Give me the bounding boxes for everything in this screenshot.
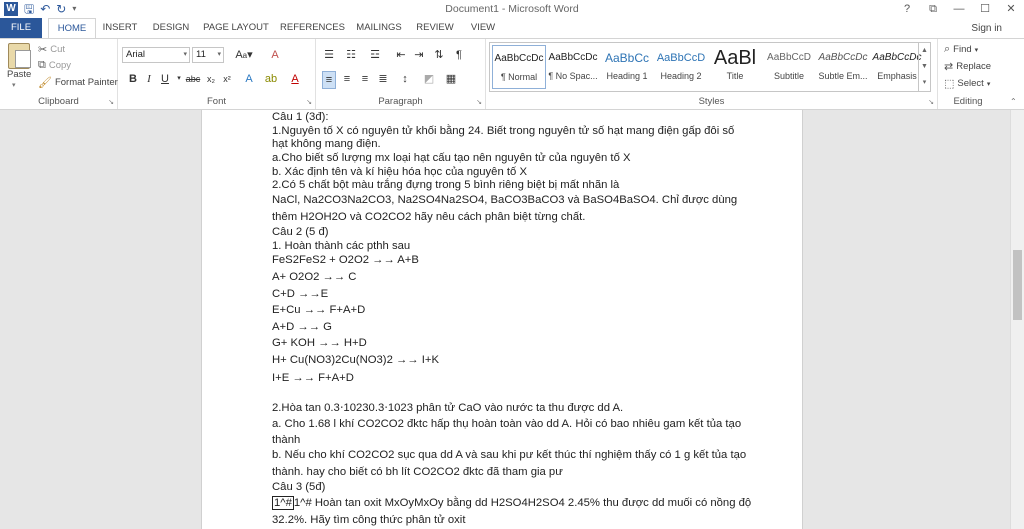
style-preview: AaBl	[713, 47, 757, 69]
paragraph-launcher-icon[interactable]: ↘	[476, 99, 482, 106]
style-preview: AaBbCcDc	[548, 52, 598, 63]
style-name: Emphasis	[877, 71, 917, 81]
doc-line: A+D →→ G	[272, 321, 332, 333]
justify-icon[interactable]: ≣	[378, 73, 388, 85]
highlight-icon[interactable]: ab	[264, 73, 278, 85]
doc-line: C+D →→E	[272, 288, 329, 300]
doc-line: FeS2FeS2 + O2O2 →→ A+B	[272, 254, 419, 266]
align-right-icon[interactable]: ≡	[361, 73, 369, 85]
word-icon[interactable]: W	[4, 2, 18, 16]
undo-icon[interactable]: ↶	[40, 2, 51, 16]
clipboard-launcher-icon[interactable]: ↘	[108, 99, 114, 106]
help-button[interactable]: ?	[903, 3, 911, 15]
sort-icon[interactable]: ⇅	[434, 49, 444, 61]
find-icon: ⌕	[944, 43, 951, 55]
ribbon-display-button[interactable]: ⧉	[929, 3, 937, 15]
text-effects-icon[interactable]: A	[245, 73, 253, 85]
style-name: Heading 2	[660, 71, 702, 81]
doc-line: 2.Hòa tan 0.3⋅10230.3⋅1023 phân tử CaO vào nước ta thu được dd A.	[272, 402, 624, 414]
numbering-icon[interactable]: ☷	[346, 49, 356, 61]
tab-mailings[interactable]: MAILINGS	[356, 22, 402, 33]
bullets-icon[interactable]: ☰	[324, 49, 334, 61]
collapse-ribbon-icon[interactable]: ⌃	[1010, 97, 1017, 106]
subscript-button[interactable]: x₂	[207, 74, 215, 84]
replace-label: Replace	[956, 61, 992, 72]
doc-line: E+Cu →→ F+A+D	[272, 304, 366, 316]
vertical-scrollbar[interactable]	[1010, 110, 1024, 529]
copy-icon: ⧉	[38, 59, 46, 71]
show-marks-icon[interactable]: ¶	[456, 49, 462, 61]
redo-icon[interactable]: ↻	[56, 2, 67, 16]
style-preview: AaBbCcD	[767, 52, 811, 63]
doc-line: 1. Hoàn thành các pthh sau	[272, 240, 411, 252]
style-name: Title	[726, 71, 744, 81]
doc-line: thành	[272, 434, 301, 446]
doc-line: NaCl, Na2CO3Na2CO3, Na2SO4Na2SO4, BaCO3BaCO3 và BaSO4BaSO4. Chỉ được dùng	[272, 194, 738, 206]
doc-line: 32.2%. Hãy tìm công thức phân tử oxit	[272, 514, 466, 526]
copy-label: Copy	[48, 60, 72, 71]
doc-line: a. Cho 1.68 l khí CO2CO2 đktc hấp thụ hoàn toàn vào dd A. Hỏi có bao nhiêu gam kết tủa tạo	[272, 418, 742, 430]
styles-scroll[interactable]	[918, 43, 930, 91]
bold-button[interactable]: B	[129, 73, 137, 85]
strikethrough-button[interactable]: abc	[185, 74, 201, 84]
font-name-value: Arial	[126, 49, 146, 60]
paragraph-label: Paragraph	[378, 96, 423, 107]
underline-dropdown-icon[interactable]: ▾	[177, 75, 181, 82]
select-label: Select	[957, 78, 984, 89]
editing-group	[938, 39, 998, 109]
document-area	[0, 110, 1024, 529]
sign-in-link[interactable]: Sign in	[971, 23, 1002, 34]
style-name: Subtitle	[773, 71, 805, 81]
doc-line: Câu 2 (5 đ)	[272, 226, 329, 238]
styles-label: Styles	[698, 96, 725, 107]
multilevel-list-icon[interactable]: ☲	[370, 49, 380, 61]
decrease-indent-icon[interactable]: ⇤	[396, 49, 406, 61]
doc-line: hạt không mang điện.	[272, 138, 381, 150]
grow-font-button[interactable]: Aa▾	[235, 49, 253, 61]
tab-home[interactable]: HOME	[48, 18, 96, 39]
window-controls	[894, 0, 1024, 18]
close-button[interactable]: ✕	[1006, 3, 1016, 15]
doc-line: b. Xác định tên và kí hiệu hóa học của nguyên tố X	[272, 166, 527, 178]
clear-formatting-icon[interactable]: A	[271, 49, 279, 61]
style-heading-1[interactable]	[600, 45, 654, 89]
cut-button[interactable]	[38, 43, 65, 56]
format-painter-button[interactable]	[38, 76, 118, 89]
styles-launcher-icon[interactable]: ↘	[928, 99, 934, 106]
underline-button[interactable]: U	[161, 73, 169, 85]
doc-line: G+ KOH →→ H+D	[272, 337, 367, 349]
italic-button[interactable]: I	[147, 73, 151, 85]
styles-gallery	[489, 42, 931, 92]
tab-file[interactable]: FILE	[0, 18, 42, 38]
tab-design[interactable]: DESIGN	[152, 22, 190, 33]
doc-line: a.Cho biết số lượng mx loại hạt cấu tạo nên nguyên tử của nguyên tố X	[272, 152, 631, 164]
select-icon: ⬚	[944, 78, 955, 90]
paragraph-group	[316, 39, 486, 109]
font-color-icon[interactable]: A	[291, 73, 299, 85]
style-preview: AaBbCcDc	[494, 53, 544, 64]
paste-dropdown-icon[interactable]: ▾	[12, 82, 16, 89]
minimize-button[interactable]: —	[953, 3, 965, 15]
doc-line: A+ O2O2 →→ C	[272, 271, 357, 283]
shading-icon[interactable]: ◩	[423, 73, 435, 85]
paste-icon[interactable]	[8, 43, 30, 69]
style-preview: AaBbCcD	[656, 52, 706, 64]
doc-line-with-box	[272, 496, 751, 510]
style-no-spacing[interactable]	[546, 45, 600, 89]
find-button[interactable]: ⌕ Find ▾	[944, 43, 979, 55]
style-name: ¶ Normal	[500, 72, 538, 82]
doc-line: Câu 1 (3đ):	[272, 111, 329, 123]
tab-page-layout[interactable]: PAGE LAYOUT	[203, 22, 269, 33]
clipboard-label: Clipboard	[38, 96, 79, 107]
doc-line: 2.Có 5 chất bột màu trắng đựng trong 5 bình riêng biệt bị mất nhãn là	[272, 179, 620, 191]
editing-label: Editing	[953, 96, 983, 107]
replace-icon: ⇄	[944, 61, 954, 73]
style-heading-2[interactable]	[654, 45, 708, 89]
increase-indent-icon[interactable]: ⇥	[414, 49, 424, 61]
doc-line: b. Nếu cho khí CO2CO2 sục qua dd A và sau khi pư kết thúc thí nghiệm thấy có 1 g kết tủa tạo	[272, 449, 747, 461]
superscript-button[interactable]: x²	[223, 74, 231, 84]
font-name-combo[interactable]	[122, 47, 190, 63]
chevron-up-icon[interactable]: ▲	[921, 47, 928, 54]
clipboard-group	[0, 39, 118, 109]
doc-line-text: 1^# Hoàn tan oxit MxOyMxOy bằng dd H2SO4H2SO4 2.45% thu được dd muối có nồng độ	[293, 497, 752, 509]
font-size-combo[interactable]	[192, 47, 224, 63]
doc-line: H+ Cu(NO3)2Cu(NO3)2 →→ I+K	[272, 354, 439, 366]
style-preview: AaBbCcDc	[818, 52, 868, 63]
more-icon[interactable]: ▾	[922, 79, 927, 86]
style-preview: AaBbCc	[604, 51, 650, 65]
replace-button[interactable]	[944, 60, 991, 73]
tab-references[interactable]: REFERENCES	[280, 22, 345, 33]
doc-line: I+E →→ F+A+D	[272, 372, 354, 384]
chevron-down-icon: ▾	[217, 51, 221, 58]
doc-line: 1.Nguyên tố X có nguyên tử khối bằng 24. Biết trong nguyên tử số hạt mang điện gấp đôi số	[272, 125, 735, 137]
style-preview: AaBbCcDc	[872, 52, 922, 63]
font-launcher-icon[interactable]: ↘	[306, 99, 312, 106]
scrollbar-thumb[interactable]	[1013, 250, 1022, 320]
align-center-icon[interactable]: ≡	[343, 73, 351, 85]
font-label: Font	[206, 96, 226, 107]
find-label: Find	[953, 44, 972, 55]
document-page[interactable]	[201, 110, 803, 529]
cut-label: Cut	[50, 44, 66, 55]
title-bar	[0, 0, 1024, 18]
borders-icon[interactable]: ▦	[445, 73, 457, 85]
style-subtle-emphasis[interactable]	[816, 45, 870, 89]
ribbon	[0, 38, 1024, 110]
align-left-icon[interactable]: ≡	[322, 71, 336, 89]
tab-view[interactable]: VIEW	[470, 22, 496, 33]
format-painter-label: Format Painter	[54, 77, 118, 88]
select-button[interactable]: ⬚ Select ▾	[944, 78, 991, 90]
doc-line: thành. hay cho biết có bh lít CO2CO2 đktc đã tham gia pư	[272, 466, 563, 478]
customize-icon[interactable]: ▾	[72, 4, 77, 13]
chevron-down-icon[interactable]: ▼	[921, 63, 928, 70]
font-size-value: 11	[196, 49, 206, 60]
font-group	[118, 39, 316, 109]
copy-button[interactable]	[38, 59, 71, 72]
window-title: Document1 - Microsoft Word	[445, 3, 579, 15]
doc-line: thêm H2OH2O và CO2CO2 hãy nêu cách phân biệt từng chất.	[272, 211, 586, 223]
style-subtitle[interactable]	[762, 45, 816, 89]
paste-button[interactable]: Paste	[7, 69, 32, 80]
ribbon-tabs	[0, 18, 1024, 38]
style-name: Heading 1	[606, 71, 648, 81]
doc-line: Câu 3 (5đ)	[272, 481, 326, 493]
style-normal[interactable]	[492, 45, 546, 89]
line-spacing-icon[interactable]: ↕	[402, 73, 408, 85]
style-title[interactable]	[708, 45, 762, 89]
save-icon[interactable]: 🖫	[24, 2, 35, 16]
tab-review[interactable]: REVIEW	[416, 22, 454, 33]
style-name: ¶ No Spac...	[548, 71, 598, 81]
chevron-down-icon: ▾	[183, 51, 187, 58]
text-box-marker[interactable]: 1^#	[274, 497, 292, 509]
scissors-icon: ✂	[38, 44, 48, 56]
tab-insert[interactable]: INSERT	[102, 22, 138, 33]
style-name: Subtle Em...	[818, 71, 868, 81]
style-emphasis[interactable]	[870, 45, 924, 89]
brush-icon: 🖌	[38, 77, 52, 89]
maximize-button[interactable]: ☐	[980, 3, 990, 15]
